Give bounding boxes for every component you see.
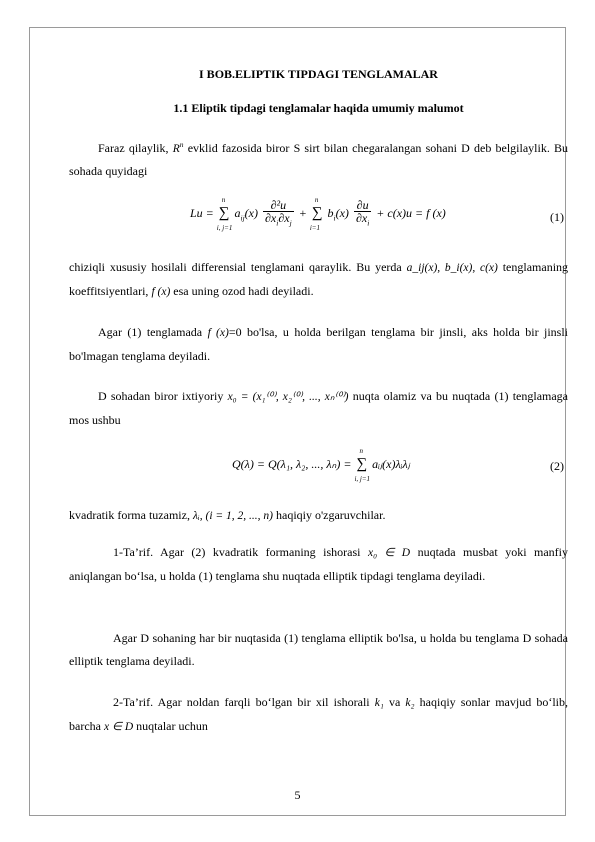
point-formula: x₀ = (x₁⁽⁰⁾, x₂⁽⁰⁾, ..., xₙ⁽⁰⁾) xyxy=(227,391,349,403)
equation-1: Lu = ∑ n i, j=1 $a_{ij}(x)$ $\frac{\text{∂²u}}{\partial x_i\partial x_j}$ + ∑ n i=1 $b_i(x)$ $\frac{\partial u}{\partial x_i}$ + c(x)u = f (x) xyxy=(190,195,446,232)
equation-number-2: (2) xyxy=(550,459,564,473)
second-derivative-fraction: $\frac{\text{∂²u}}{\partial x_i\partial x_j}$ xyxy=(264,198,292,228)
free-term-formula: f (x) xyxy=(151,285,171,298)
coefficients-formula: a_ij(x), b_i(x), c(x) xyxy=(406,262,498,274)
sum-symbol: ∑ n i, j=1 xyxy=(216,195,233,232)
equation-2: Q(λ) = Q(λ₁, λ₂, ..., λₙ) = ∑ n i, j=1 aᵢⱼ(x)λᵢλⱼ xyxy=(232,447,410,483)
lambda-formula: λᵢ, (i = 1, 2, ..., n) xyxy=(192,510,273,522)
space-symbol: $R^n$ xyxy=(172,140,184,155)
membership-formula: x ∈ D xyxy=(103,720,134,733)
k1-symbol: k₁ xyxy=(374,697,384,709)
paragraph-6: Agar D sohaning har bir nuqtasida (1) tenglama elliptik bo'lsa, u holda bu tenglama D sohada elliptik tenglama deyiladi. xyxy=(69,631,568,668)
paragraph-1: Faraz qilaylik, $R^n$ evklid fazosida biror S sirt bilan chegaralangan sohani D deb belgilaylik. Bu sohada quyidagi xyxy=(69,140,569,179)
paragraph-3: Agar (1) tenglamada f (x)=0 bo'lsa, u holda berilgan tenglama bir jinsli, aks holda bir jinsli bo'lmagan tenglama deyiladi. xyxy=(69,325,569,363)
chapter-heading: I BOB.ELIPTIK TIPDAGI TENGLAMALAR xyxy=(199,67,438,81)
k2-symbol: k₂ xyxy=(405,697,415,709)
paragraph-5: kvadratik forma tuzamiz, λᵢ, (i = 1, 2, ..., n) haqiqiy o'zgaruvchilar. xyxy=(69,508,386,522)
first-derivative-fraction: $\frac{\partial u}{\partial x_i}$ xyxy=(355,198,370,228)
section-heading: 1.1 Eliptik tipdagi tenglamalar haqida umumiy malumot xyxy=(173,101,464,115)
paragraph-definition-2: 2-Ta’rif. Agar noldan farqli bo‘lgan bir xil ishorali k₁ va k₂ haqiqiy sonlar mavjud bo‘lib, barcha x ∈ D nuqtalar uchun xyxy=(69,695,568,733)
membership-formula: x₀ ∈ D xyxy=(367,547,411,559)
paragraph-4: D sohadan biror ixtiyoriy x₀ = (x₁⁽⁰⁾, x₂⁽⁰⁾, ..., xₙ⁽⁰⁾) nuqta olamiz va bu nuqtada (1) tenglamaga mos ushbu xyxy=(69,389,569,427)
sum-symbol: ∑ n i, j=1 xyxy=(354,447,371,483)
paragraph-2: chiziqli xususiy hosilali differensial tenglamani qaraylik. Bu yerda a_ij(x), b_i(x), c(x) tenglamaning koeffitsiyentlari, f (x) esa uning ozod hadi deyiladi. xyxy=(69,260,569,298)
equation-number-1: (1) xyxy=(550,210,564,224)
sum-symbol: ∑ n i=1 xyxy=(309,195,323,232)
page-number: 5 xyxy=(294,788,301,802)
free-term-formula: f (x) xyxy=(207,327,229,339)
paragraph-definition-1: 1-Ta’rif. Agar (2) kvadratik formaning ishorasi x₀ ∈ D nuqtada musbat yoki manfiy aniqlangan bo‘lsa, u holda (1) tenglama shu nuqtada elliptik tipdagi tenglama deyiladi. xyxy=(69,545,569,583)
